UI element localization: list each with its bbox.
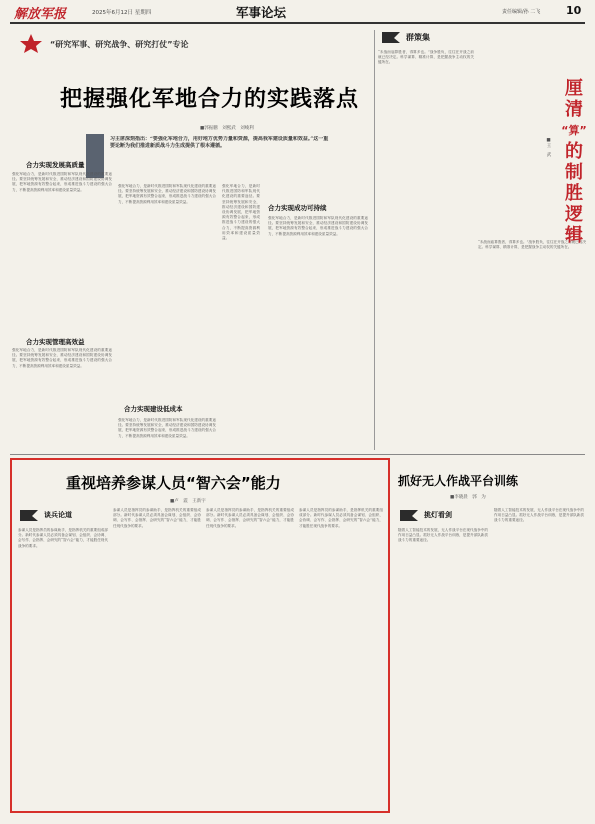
article-left-col-1: 参谋人员是指挥员的参谋助手，是指挥机关的重要组成部分。新时代参谋人员必须具备会谋划、会组织、会协调、会写作、会指挥、会研究的“智六会”能力，才能胜任现代战争的要求。 [18, 528, 108, 548]
column-divider [374, 30, 375, 450]
column-label-text: 群策集 [406, 33, 430, 42]
issue-date: 2025年6月12日 星期四 [92, 10, 152, 16]
masthead [0, 0, 595, 22]
column-body-col-1: “未战而庙算胜者，得算多也。”战争胜负，往往在开战之前就已经决定。科学谋算、精准计算，是把握战争主动权的关键所在。 [378, 50, 474, 65]
column-headline-char: “算” [561, 124, 587, 137]
article-right-col-2: 随着人工智能技术的发展，无人作战平台在现代战争中的作用日益凸显。抓好无人作战平台训练，是提升部队新质战斗力的重要途径。 [494, 508, 584, 523]
feature-body-col-6: 强化军地合力，是新时代推进国防和军队现代化建设的重要途径。要坚持统筹发展和安全，推动经济建设和国防建设协调发展，把军地资源有效整合起来，形成推进战斗力建设的强大合力，不断提高资源利用效率和建设质量效益。 [118, 418, 216, 438]
star-emblem-icon [16, 32, 46, 54]
feature-lead: 习主席深刻指出：“要强化军地合力，用好地方优势力量和资源，提高我军建设质量和效益。”这一重要论断为我们推进新质战斗力生成提供了根本遵循。 [110, 136, 329, 150]
banner-text: “研究军事、研究战争、研究打仗”专论 [50, 40, 189, 49]
column-headline-char: 辑 [565, 225, 583, 246]
feature-subhead-2: 合力实现管理高效益 [26, 338, 85, 346]
section-rule [10, 454, 585, 455]
article-left-col-3: 参谋人员是指挥员的参谋助手，是指挥机关的重要组成部分。新时代参谋人员必须具备会谋划、会组织、会协调、会写作、会指挥、会研究的“智六会”能力，才能胜任现代战争的要求。 [206, 508, 294, 528]
article-left-label-text: 谈兵论道 [44, 511, 72, 519]
column-headline-char: 逻 [565, 204, 583, 225]
article-right-byline: ■李晓晨 郭 为 [450, 495, 486, 500]
article-left-headline: 重视培养参谋人员“智六会”能力 [66, 474, 281, 492]
column-headline-char: 清 [565, 99, 583, 120]
article-right-col-1: 随着人工智能技术的发展，无人作战平台在现代战争中的作用日益凸显。抓好无人作战平台训练，是提升部队新质战斗力的重要途径。 [398, 528, 488, 543]
feature-subhead-3: 合力实现成功可持续 [268, 204, 327, 212]
column-headline-char: 厘 [565, 78, 583, 99]
feature-body-col-2: 强化军地合力，是新时代推进国防和军队现代化建设的重要途径。要坚持统筹发展和安全，推动经济建设和国防建设协调发展，把军地资源有效整合起来，形成推进战斗力建设的强大合力，不断提高资源利用效率和建设质量效益。 [12, 348, 112, 368]
flag-icon [398, 508, 420, 522]
column-body-col-2: “未战而庙算胜者，得算多也。”战争胜负，往往在开战之前就已经决定。科学谋算、精准计算，是把握战争主动权的关键所在。 [478, 240, 586, 250]
column-headline-char: 制 [565, 162, 583, 183]
column-label [380, 30, 450, 46]
feature-body-col-1: 强化军地合力，是新时代推进国防和军队现代化建设的重要途径。要坚持统筹发展和安全，推动经济建设和国防建设协调发展，把军地资源有效整合起来，形成推进战斗力建设的强大合力，不断提高资源利用效率和建设质量效益。 [12, 172, 112, 192]
masthead-rule [10, 22, 585, 24]
article-left-col-4: 参谋人员是指挥员的参谋助手，是指挥机关的重要组成部分。新时代参谋人员必须具备会谋划、会组织、会协调、会写作、会指挥、会研究的“智六会”能力，才能胜任现代战争的要求。 [299, 508, 383, 528]
article-left-byline: ■卢 震 王新宇 [170, 499, 206, 504]
section-title: 军事论坛 [236, 5, 287, 20]
article-right-label [398, 508, 478, 524]
feature-headline: 把握强化军地合力的实践落点 [60, 87, 360, 112]
feature-subhead-4: 合力实现建设低成本 [124, 405, 183, 413]
flag-icon [18, 508, 40, 522]
feature-byline: ■郭振鹏 刘熙武 刘峻利 [200, 126, 254, 131]
feature-body-col-3: 强化军地合力，是新时代推进国防和军队现代化建设的重要途径。要坚持统筹发展和安全，推动经济建设和国防建设协调发展，把军地资源有效整合起来，形成推进战斗力建设的强大合力，不断提高资源利用效率和建设质量效益。 [118, 184, 216, 204]
feature-body-col-5: 强化军地合力，是新时代推进国防和军队现代化建设的重要途径。要坚持统筹发展和安全，推动经济建设和国防建设协调发展，把军地资源有效整合起来，形成推进战斗力建设的强大合力，不断提高资源利用效率和建设质量效益。 [268, 216, 368, 236]
article-right-label-text: 挑灯看剑 [424, 511, 452, 519]
column-headline-char: 的 [565, 141, 583, 162]
column-byline: ■王 武 [546, 138, 551, 157]
page-number: 10 [566, 4, 582, 17]
feature-subhead-1: 合力实现发展高质量 [26, 161, 85, 169]
column-headline [560, 78, 588, 246]
feature-body-col-4: 强化军地合力，是新时代推进国防和军队现代化建设的重要途径。要坚持统筹发展和安全，推动经济建设和国防建设协调发展，把军地资源有效整合起来，形成推进战斗力建设的强大合力，不断提高资源利用效率和建设质量效益。 [222, 184, 260, 241]
paper-name: 解放军报 [14, 7, 67, 22]
flag-icon [380, 30, 402, 44]
page-editor: 责任编辑/孙 二飞 [502, 9, 541, 15]
feature-banner [16, 34, 246, 54]
article-right-headline: 抓好无人作战平台训练 [398, 474, 519, 488]
article-left-label [18, 508, 98, 524]
article-left-col-2: 参谋人员是指挥员的参谋助手，是指挥机关的重要组成部分。新时代参谋人员必须具备会谋划、会组织、会协调、会写作、会指挥、会研究的“智六会”能力，才能胜任现代战争的要求。 [113, 508, 201, 528]
column-headline-char: 胜 [565, 183, 583, 204]
